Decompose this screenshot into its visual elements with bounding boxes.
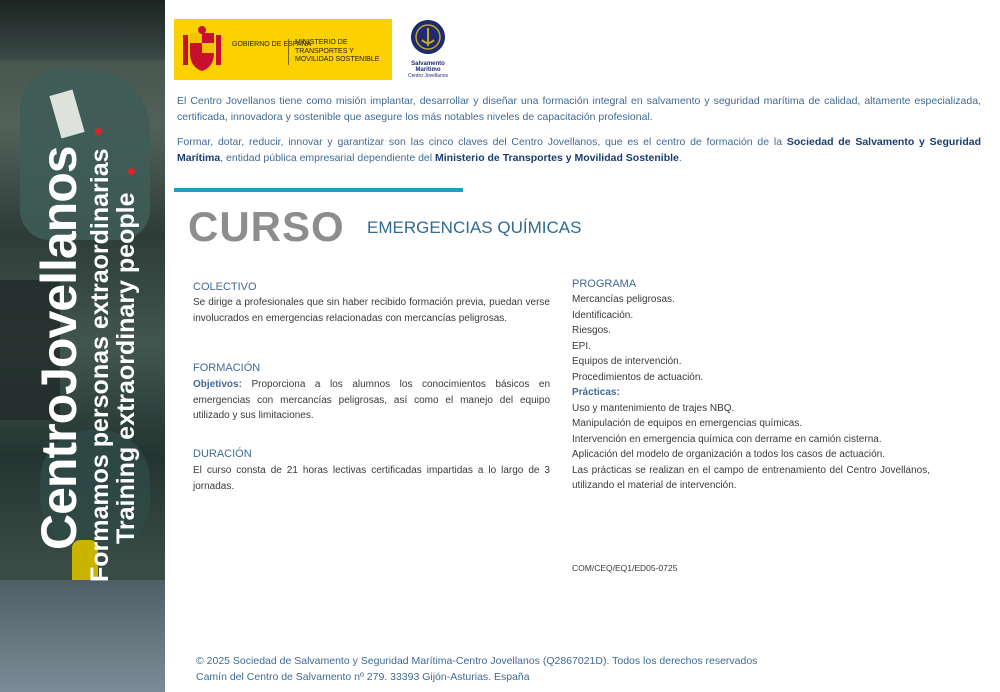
sidebar-photo	[0, 0, 165, 692]
footer	[196, 653, 757, 685]
colectivo-text: Se dirige a profesionales que sin haber recibido formación previa, puedan verse involucrados en emergencias relacionadas con mercancías peligrosas.	[193, 297, 550, 324]
objetivos-text: Proporciona a los alumnos los conocimientos básicos en emergencias con mercancías peligrosas, así como el manejo del equipo utilizado y sus limitaciones.	[193, 379, 551, 421]
duracion-heading: DURACIÓN	[193, 448, 252, 460]
programa-item: Identificación.	[572, 309, 634, 321]
programa-item: Equipos de intervención.	[572, 356, 682, 367]
duracion-text: El curso consta de 21 horas lectivas certificadas impartidas a lo largo de 3 jornadas.	[193, 465, 550, 492]
brand-vertical: CentroJovellanos	[31, 146, 87, 550]
footer-address: Camín del Centro de Salvamento nº 279. 33393 Gijón-Asturias. España	[196, 671, 530, 683]
coat-of-arms-icon	[182, 25, 222, 75]
formacion-text	[193, 377, 550, 424]
salvamento-logo	[398, 20, 458, 80]
practicas-label: Prácticas:	[572, 387, 620, 398]
intro-text: , entidad pública empresarial dependiente del	[220, 152, 436, 164]
objetivos-label: Objetivos:	[193, 379, 242, 390]
salvamento-emblem-icon	[411, 20, 445, 54]
gobierno-text: GOBIERNO DE ESPAÑA	[232, 41, 312, 48]
course-code: COM/CEQ/EQ1/ED05-0725	[572, 563, 678, 573]
ministerio-text: MINISTERIO DE TRANSPORTES Y MOVILIDAD SOSTENIBLE	[288, 39, 391, 65]
practica-item: Manipulación de equipos en emergencias químicas.	[572, 418, 803, 429]
programa-heading: PROGRAMA	[572, 278, 637, 290]
intro-paragraph-2	[177, 134, 981, 166]
footer-copyright: © 2025 Sociedad de Salvamento y Seguridad Marítima-Centro Jovellanos (Q2867021D). Todos los derechos reservados	[196, 655, 758, 667]
programa-item: Procedimientos de actuación.	[572, 371, 704, 383]
salvamento-sub: Centro Jovellanos	[407, 73, 449, 79]
programa-item: Riesgos.	[572, 325, 611, 336]
colectivo-heading: COLECTIVO	[193, 281, 257, 293]
programa-item: Mercancías peligrosas.	[572, 294, 675, 305]
red-dot-icon	[128, 168, 135, 175]
tagline-es-vertical: Formamos personas extraordinarias	[86, 148, 114, 582]
programa-list	[572, 292, 930, 494]
gobierno-logo	[174, 19, 392, 80]
tagline-en-vertical: Training extraordinary people	[112, 192, 140, 544]
curso-label: CURSO	[188, 203, 345, 250]
intro-text: .	[678, 152, 682, 164]
intro-paragraph-1: El Centro Jovellanos tiene como misión implantar, desarrollar y diseñar una formación integral en salvamento y seguridad marítima de calidad, altamente especializada, certificada, innovadora y sostenible que asegure los más notables niveles de capacitación profesional.	[177, 95, 981, 123]
salvamento-name: Salvamento Marítimo	[411, 61, 445, 73]
practica-item: Uso y mantenimiento de trajes NBQ.	[572, 402, 735, 414]
intro-text: Formar, dotar, reducir, innovar y garantizar son las cinco claves del Centro Jovellanos, que es el centro de formación de la	[177, 136, 787, 148]
practica-item: Las prácticas se realizan en el campo de entrenamiento del Centro Jovellanos, utilizando el material de intervención.	[572, 464, 930, 491]
practica-item: Aplicación del modelo de organización a todos los casos de actuación.	[572, 449, 885, 460]
red-dot-icon	[95, 128, 102, 135]
course-title: EMERGENCIAS QUÍMICAS	[367, 218, 582, 237]
formacion-heading: FORMACIÓN	[193, 362, 261, 374]
ministerio-link-text: Ministerio de Transportes y Movilidad Sostenible	[435, 152, 679, 164]
divider	[174, 188, 463, 192]
practica-item: Intervención en emergencia química con derrame en camión cisterna.	[572, 433, 882, 445]
sasemar-link-text: Sociedad de Salvamento y Seguridad Marítima	[177, 136, 981, 164]
programa-item: EPI.	[572, 340, 591, 352]
